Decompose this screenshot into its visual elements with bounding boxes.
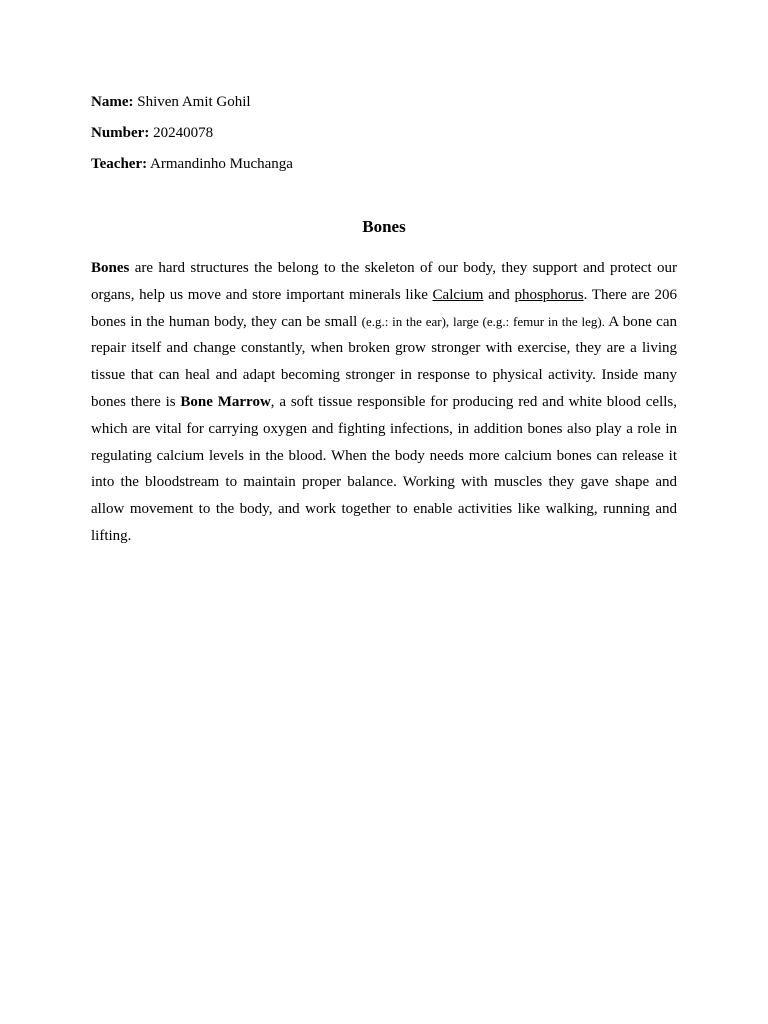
term-calcium: Calcium: [432, 286, 484, 303]
text-segment-4: A bone can repair itself and change constantly, when broken grow stronger with exercise, they are a living tissue that can heal and adapt becoming stronger in response to physical activity. Inside many bones there is: [91, 313, 677, 410]
number-line: [91, 123, 691, 154]
body-paragraph: [91, 255, 677, 550]
term-phosphorus: phosphorus: [514, 286, 584, 303]
number-value: 20240078: [153, 125, 214, 141]
number-label: Number:: [91, 125, 150, 141]
teacher-value: Armandinho Muchanga: [150, 156, 293, 172]
term-bone-marrow: Bone Marrow: [180, 393, 271, 410]
teacher-line: [91, 154, 691, 185]
teacher-label: Teacher:: [91, 156, 148, 172]
document-title: Bones: [362, 217, 406, 236]
text-segment-5: , a soft tissue responsible for producing red and white blood cells, which are vital for carrying oxygen and fighting infections, in addition bones also play a role in regulating calcium levels in the blood. When the body needs more calcium bones can release it into the bloodstream to maintain proper balance. Working with muscles they gave shape and allow movement to the body, and work together to enable activities like walking, running and lifting.: [91, 393, 677, 544]
text-segment-1: are hard structures the belong to the skeleton of our body, they support and protect our organs, help us move and store important minerals like: [91, 260, 677, 303]
student-info: [91, 92, 691, 185]
text-segment-2: and: [483, 286, 515, 303]
term-bones: Bones: [91, 260, 130, 276]
name-value: Shiven Amit Gohil: [137, 94, 251, 110]
examples-note: (e.g.: in the ear), large (e.g.: femur in the leg).: [361, 313, 605, 329]
name-label: Name:: [91, 94, 134, 110]
name-line: [91, 92, 691, 123]
text-segment-3: . There are 206 bones in the human body, they can be small: [91, 286, 677, 330]
